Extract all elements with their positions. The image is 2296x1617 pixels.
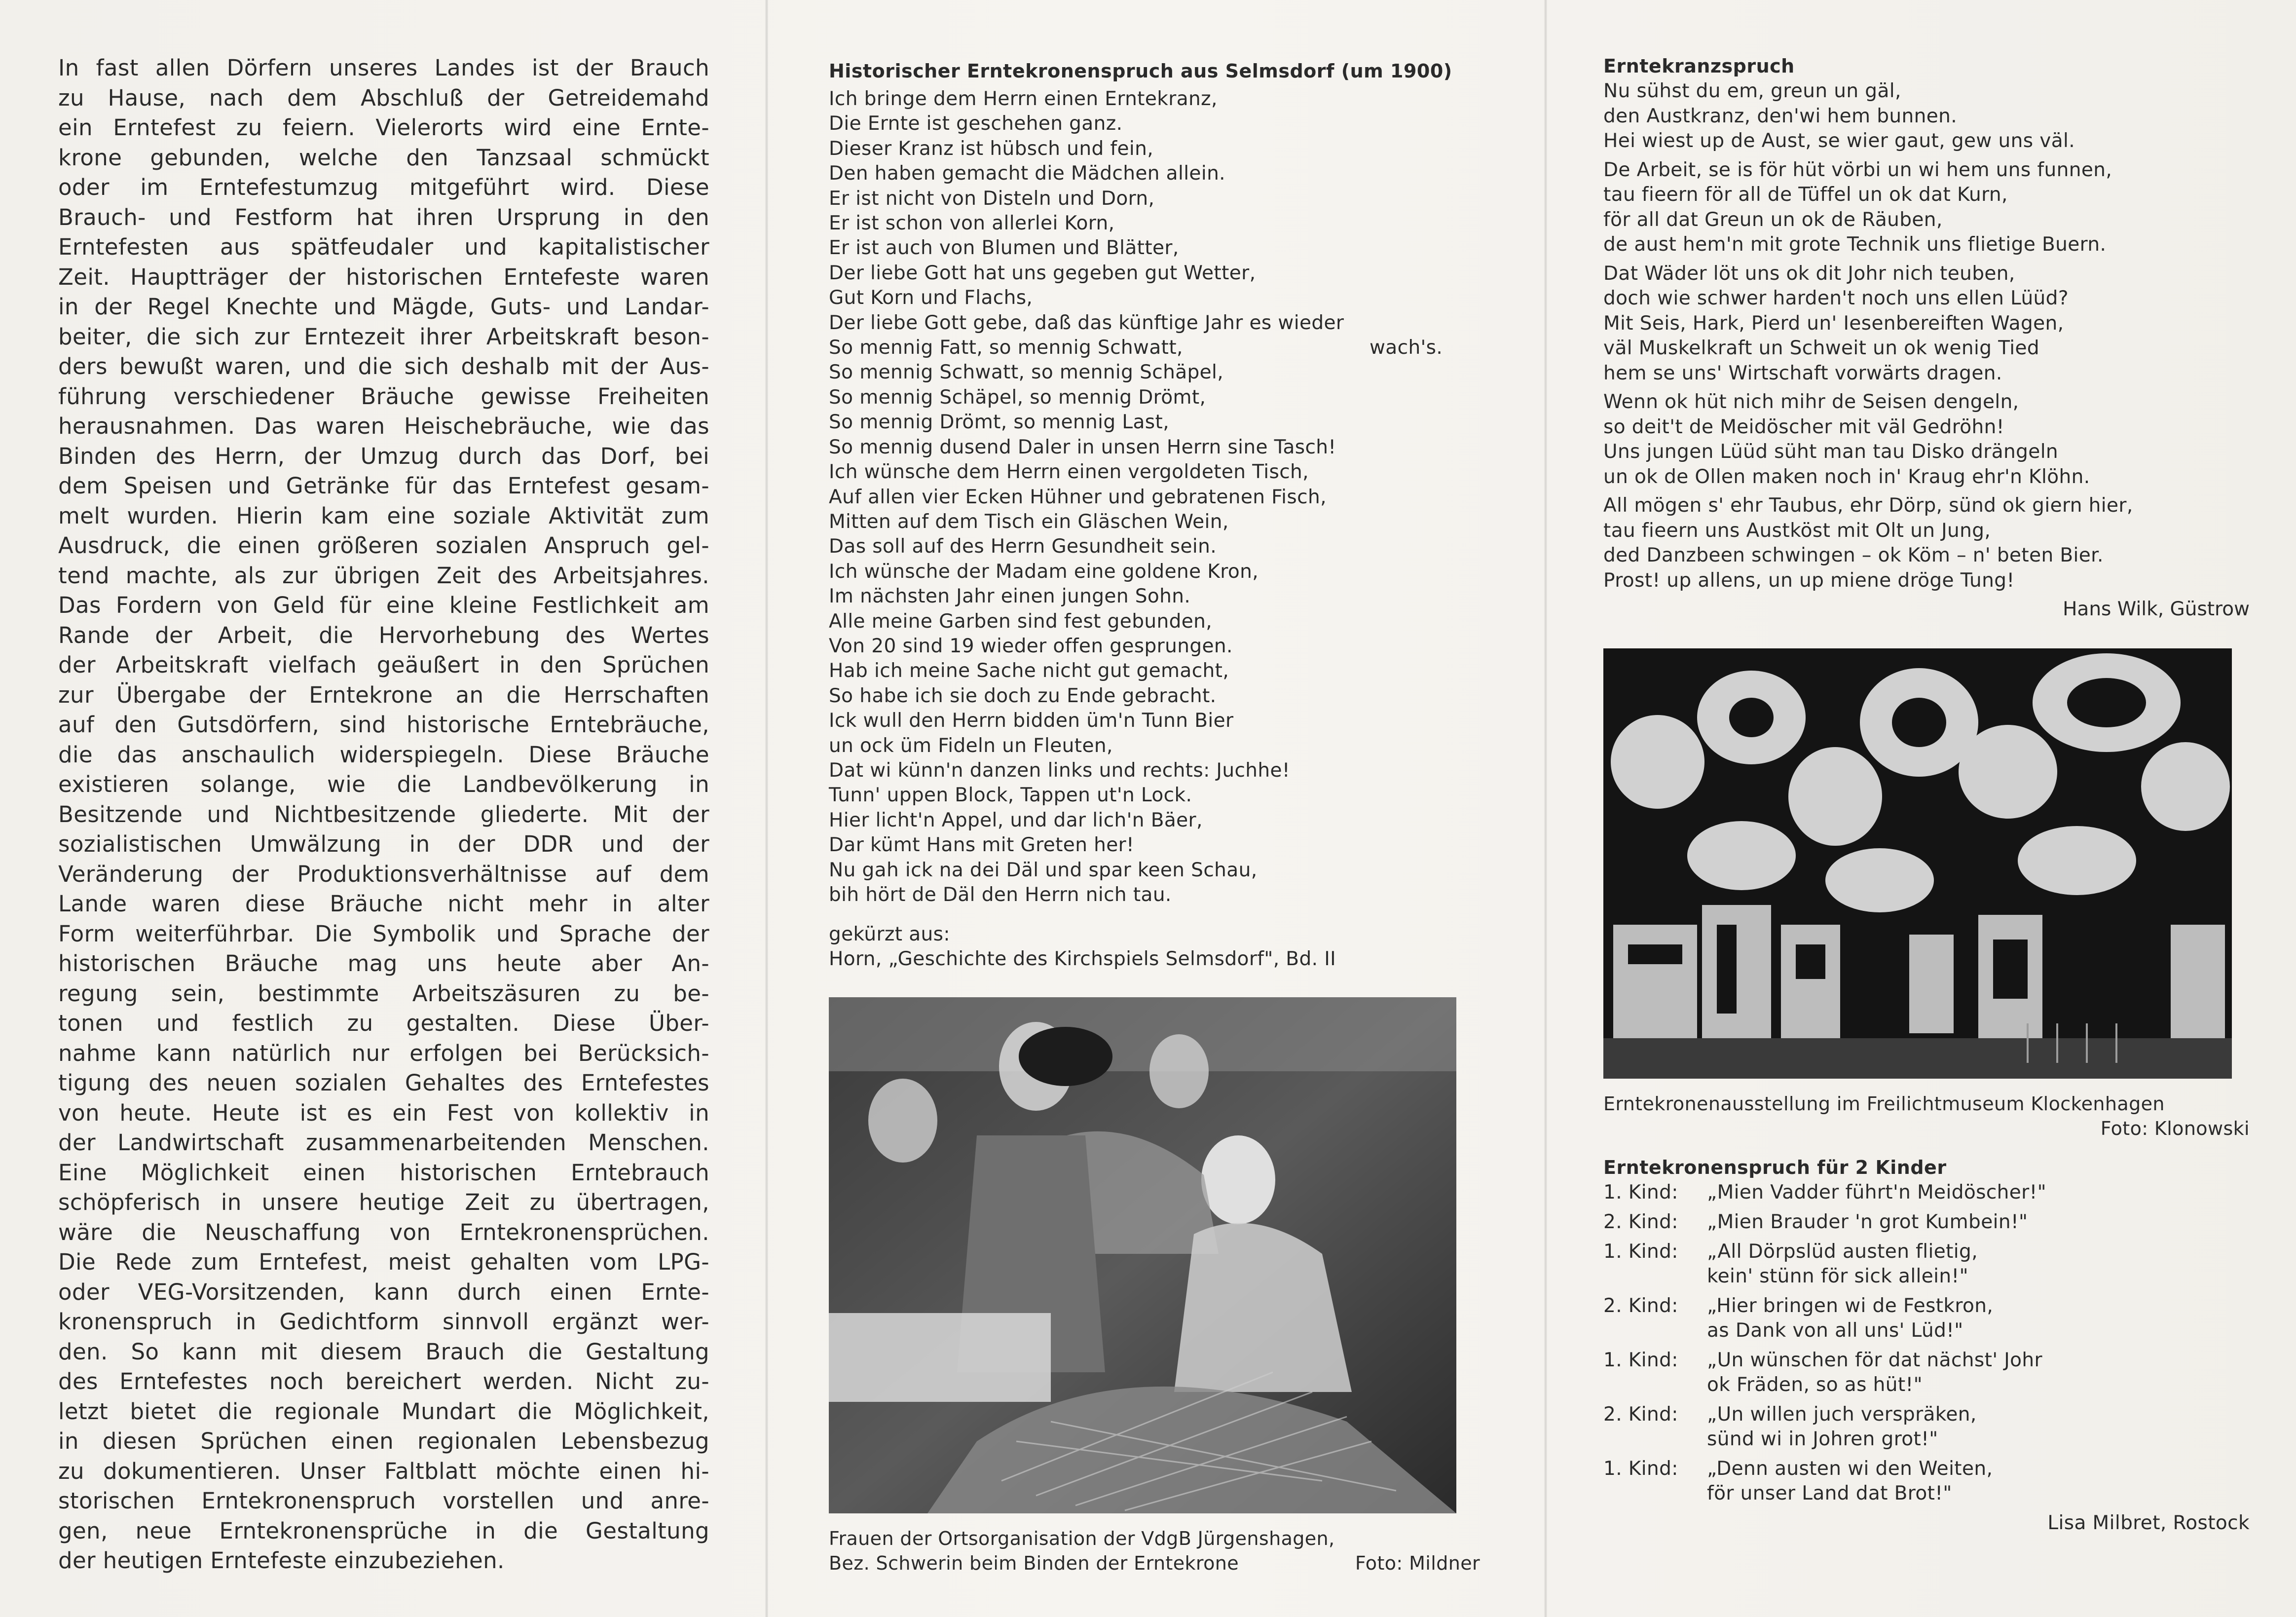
kid-speech [1707,1348,2250,1397]
intro-line: Die Rede zum Erntefest, meist gehalten vom LPG- [58,1249,709,1275]
poem-line [829,709,1480,733]
poem-line [829,534,1480,559]
fold-line-left [765,0,768,1617]
poem-line [829,883,1480,907]
intro-line: zur Übergabe der Erntekrone an die Herrschaften [58,681,709,708]
selmsdorf-poem [829,87,1480,907]
poem-line [829,211,1480,236]
poem-line-text: Von 20 sind 19 wieder offen gesprungen. [829,635,1233,657]
poem-line-text: Alle meine Garben sind fest gebunden, [829,610,1213,633]
stanza-line: so deit't de Meidöscher mit väl Gedröhn! [1603,415,2004,438]
stanza-line: Mit Seis, Hark, Pierd un' Iesenbereiften Wagen, [1603,312,2064,335]
intro-line: melt wurden. Hierin kam eine soziale Aktivität zum [58,502,709,529]
poem-line-text: Dieser Kranz ist hübsch und fein, [829,137,1154,160]
stanza-line: väl Muskelkraft un Schweit un ok wenig Tied [1603,337,2040,359]
intro-line: tonen und festlich zu gestalten. Diese Über- [58,1010,709,1036]
intro-line: in diesen Sprüchen einen regionalen Lebensbezug [58,1428,709,1454]
poem-line-text: Er ist nicht von Disteln und Dorn, [829,187,1155,210]
intro-line: existieren solange, wie die Landbevölkerung in [58,771,709,797]
kid-line [1603,1240,2250,1289]
intro-line: sozialistischen Umwälzung in der DDR und der [58,831,709,857]
intro-line: Lande waren diese Bräuche nicht mehr in alter [58,891,709,917]
stanza-line: den Austkranz, den'wi hem bunnen. [1603,105,1958,127]
intro-line: Brauch- und Festform hat ihren Ursprung in den [58,204,709,230]
intro-line: der Arbeitskraft vielfach geäußert in den Sprüchen [58,652,709,678]
kid-speech [1707,1402,2250,1452]
poem-line-text: So mennig Schäpel, so mennig Drömt, [829,386,1206,409]
poem-line-text: Ich wünsche dem Herrn einen vergoldeten Tisch, [829,461,1309,484]
poem-line-text: Dar kümt Hans mit Greten her! [829,834,1135,857]
intro-line: Zeit. Hauptträger der historischen Erntefeste waren [58,263,709,290]
kid-speech-line: kein' stünn för sick allein!" [1707,1265,1968,1287]
poem-line [829,808,1480,833]
intro-line: oder im Erntefestumzug mitgeführt wird. Diese [58,174,709,200]
women-binding-crown-photo [829,997,1456,1513]
selmsdorf-column [829,58,1480,1576]
poem-line-text: Ick wull den Herrn bidden üm'n Tunn Bier [829,710,1234,732]
intro-line: tigung des neuen sozialen Gehaltes des Erntefestes [58,1070,709,1096]
poem-line [829,385,1480,410]
intro-line: tend machte, als zur übrigen Zeit des Arbeitsjahres. [58,562,709,589]
kid-line [1603,1402,2250,1452]
intro-text-column [58,53,709,1576]
poem-line [829,410,1480,435]
selmsdorf-heading: Historischer Erntekronenspruch aus Selmsdorf (um 1900) [829,60,1452,82]
poem-line-text: Die Ernte ist geschehen ganz. [829,113,1123,135]
poem-line [829,336,1480,360]
author-lisa-milbret: Lisa Milbret, Rostock [2047,1512,2250,1534]
kid-line [1603,1210,2250,1235]
kid-speaker: 1. Kind: [1603,1458,1678,1480]
poem-line-text: Tunn' uppen Block, Tappen ut'n Lock. [829,784,1192,807]
intro-line: Das Fordern von Geld für eine kleine Festlichkeit am [58,592,709,618]
stanza-line: Dat Wäder löt uns ok dit Johr nich teuben, [1603,262,2015,285]
kid-speech [1707,1294,2250,1343]
kid-speech-line: „Mien Brauder 'n grot Kumbein!" [1707,1211,2028,1233]
intro-line: oder VEG-Vorsitzenden, kann durch einen Ernte- [58,1279,709,1305]
crown-photo-credit: Foto: Klonowski [2100,1118,2250,1139]
kid-speech-line: „Mien Vadder führt'n Meidöscher!" [1707,1181,2046,1203]
fold-line-right [1544,0,1547,1617]
intro-line: regung sein, bestimmte Arbeitszäsuren zu be- [58,980,709,1007]
intro-line: Besitzende und Nichtbesitzende gliederte. Mit der [58,801,709,827]
women-caption-line2: Bez. Schwerin beim Binden der Erntekrone [829,1552,1239,1575]
intro-line: Ausdruck, die einen größeren sozialen Anspruch gel- [58,532,709,559]
kid-line [1603,1294,2250,1343]
poem-line [829,112,1480,136]
poem-line-text: So habe ich sie doch zu Ende gebracht. [829,684,1217,707]
poem-line [829,783,1480,808]
poem-line-text: Der liebe Gott gebe, daß das künftige Jahr es wieder [829,311,1344,334]
poem-line-text: Den haben gemacht die Mädchen allein. [829,162,1225,185]
poem-line-text: un ock üm Fideln un Fleuten, [829,734,1113,757]
kids-heading: Erntekronenspruch für 2 Kinder [1603,1157,1947,1178]
kid-speech [1707,1180,2250,1205]
crown-exhibition-photo [1603,648,2232,1079]
intro-line: letzt bietet die regionale Mundart die Möglichkeit, [58,1398,709,1425]
poem-line [829,609,1480,634]
intro-line: Veränderung der Produktionsverhältnisse auf dem [58,861,709,887]
poem-line [829,161,1480,186]
kid-speech-line: „Un wünschen för dat nächst' Johr [1707,1349,2042,1371]
poem-line-text: So mennig Fatt, so mennig Schwatt, [829,337,1183,359]
crown-photo-caption [1603,1091,2250,1141]
stanza-line: doch wie schwer harden't noch uns ellen Lüüd? [1603,287,2069,309]
poem-line [829,286,1480,310]
stanza-line: Prost! up allens, un up miene dröge Tung! [1603,569,2015,592]
intro-line: des Erntefestes noch bereichert werden. Nicht zu- [58,1368,709,1394]
stanza-line: tau fieern för all de Tüffel un ok dat Kurn, [1603,184,2008,206]
stanza-line: Hei wiest up de Aust, se wier gaut, gew uns väl. [1603,130,2075,152]
poem-line-text: Gut Korn und Flachs, [829,287,1033,309]
kid-speaker: 2. Kind: [1603,1211,1678,1233]
poem-line-tail: wach's. [1370,337,1443,359]
kid-speaker: 2. Kind: [1603,1403,1678,1426]
kid-speech-line: „Un willen juch verspräken, [1707,1403,1977,1426]
poem-line-text: Er ist schon von allerlei Korn, [829,212,1115,235]
erntekranz-poem [1603,79,2250,593]
source-title: Horn, „Geschichte des Kirchspiels Selmsdorf", Bd. II [829,948,1336,971]
poem-line [829,485,1480,510]
kid-speaker: 1. Kind: [1603,1241,1678,1263]
poem-line [829,634,1480,659]
kid-line [1603,1348,2250,1397]
kids-section [1603,1155,2250,1536]
poem-line-text: So mennig dusend Daler in unsen Herrn sine Tasch! [829,436,1336,458]
stanza [1603,79,2250,154]
intro-line: Erntefesten aus spätfeudaler und kapitalistischer [58,234,709,260]
intro-line: dem Speisen und Getränke für das Erntefest gesam- [58,473,709,499]
intro-line: krone gebunden, welche den Tanzsaal schmückt [58,144,709,171]
poem-line-text: Auf allen vier Ecken Hühner und gebratenen Fisch, [829,486,1327,508]
poem-line [829,758,1480,783]
intro-line: Eine Möglichkeit einen historischen Erntebrauch [58,1159,709,1186]
poem-line-text: Der liebe Gott hat uns gegeben gut Wetter, [829,262,1256,284]
poem-line [829,261,1480,286]
kid-speech-line: för unser Land dat Brot!" [1707,1482,1952,1504]
kid-speaker: 1. Kind: [1603,1181,1678,1203]
erntekranz-heading: Erntekranzspruch [1603,55,1795,77]
stanza-line: för all dat Greun un ok de Räuben, [1603,208,1943,231]
intro-line: den. So kann mit diesem Brauch die Gestaltung [58,1338,709,1365]
poem-line-text: Hier licht'n Appel, und dar lich'n Bäer, [829,809,1203,831]
intro-line: herausnahmen. Das waren Heischebräuche, wie das [58,413,709,439]
stanza [1603,493,2250,593]
women-photo-image [829,997,1456,1513]
kid-speech-line: as Dank von all uns' Lüd!" [1707,1319,1963,1342]
kid-speech-line: „Hier bringen wi de Festkron, [1707,1295,1994,1317]
kid-speech-line: ok Fräden, so as hüt!" [1707,1374,1923,1396]
women-photo-caption [829,1526,1480,1576]
source-note [829,922,1480,972]
poem-line-text: Hab ich meine Sache nicht gut gemacht, [829,660,1229,682]
poem-line-text: Ich wünsche der Madam eine goldene Kron, [829,560,1259,583]
stanza-line: tau fieern uns Austköst mit Olt un Jung, [1603,519,1991,542]
stanza-line: un ok de Ollen maken noch in' Kraug ehr'n Klöhn. [1603,465,2090,488]
stanza [1603,158,2250,258]
stanza-line: de aust hem'n mit grote Technik uns flietige Buern. [1603,233,2107,256]
intro-line: storischen Erntekronenspruch vorstellen und anre- [58,1488,709,1514]
intro-line: kronenspruch in Gedichtform sinnvoll ergänzt wer- [58,1309,709,1335]
intro-line: die das anschaulich widerspiegeln. Diese Bräuche [58,741,709,768]
intro-line: führung verschiedener Bräuche gewisse Freiheiten [58,383,709,410]
poem-line [829,510,1480,534]
kid-speaker: 2. Kind: [1603,1295,1678,1317]
intro-line: auf den Gutsdörfern, sind historische Erntebräuche, [58,712,709,738]
source-intro: gekürzt aus: [829,923,950,946]
stanza-line: ded Danzbeen schwingen – ok Köm – n' beten Bier. [1603,544,2104,566]
intro-line: nahme kann natürlich nur erfolgen bei Berücksich- [58,1040,709,1066]
poem-line-text: Mitten auf dem Tisch ein Gläschen Wein, [829,510,1229,533]
poem-line-text: Er ist auch von Blumen und Blätter, [829,237,1179,260]
kid-speech [1707,1210,2250,1235]
poem-line [829,858,1480,883]
intro-line: in der Regel Knechte und Mägde, Guts- und Landar- [58,294,709,320]
intro-line: der heutigen Erntefeste einzubeziehen. [58,1547,505,1574]
poem-line [829,435,1480,460]
kid-speech-line: „All Dörpslüd austen flietig, [1707,1241,1978,1263]
poem-line [829,560,1480,584]
poem-line-text: Ich bringe dem Herrn einen Erntekranz, [829,88,1218,110]
intro-line: Binden des Herrn, der Umzug durch das Dorf, bei [58,443,709,469]
women-caption-line1: Frauen der Ortsorganisation der VdgB Jürgenshagen, [829,1528,1335,1550]
crown-exhibition-image [1603,648,2232,1079]
poem-line-text: So mennig Drömt, so mennig Last, [829,411,1169,434]
intro-line: gen, neue Erntekronensprüche in die Gestaltung [58,1517,709,1544]
poem-line [829,460,1480,485]
intro-line: der Landwirtschaft zusammenarbeitenden Menschen. [58,1129,709,1156]
kid-speech-line: „Denn austen wi den Weiten, [1707,1458,1993,1480]
stanza [1603,262,2250,386]
stanza-line: All mögen s' ehr Taubus, ehr Dörp, sünd ok giern hier, [1603,494,2133,517]
stanza-line: Nu sühst du em, greun un gäl, [1603,80,1901,102]
intro-line: ein Erntefest zu feiern. Vielerorts wird eine Ernte- [58,114,709,141]
kid-line [1603,1180,2250,1205]
kid-speech [1707,1240,2250,1289]
intro-line: wäre die Neuschaffung von Erntekronensprüchen. [58,1219,709,1245]
stanza [1603,390,2250,489]
poem-line [829,137,1480,161]
kid-speech [1707,1457,2250,1506]
poem-line [829,734,1480,758]
intro-line: beiter, die sich zur Erntezeit ihrer Arbeitskraft beson- [58,323,709,350]
poem-line [829,87,1480,112]
poem-line [829,684,1480,709]
poem-line-text: Dat wi künn'n danzen links und rechts: Juchhe! [829,759,1290,782]
poem-line [829,360,1480,385]
intro-line: zu dokumentieren. Unser Faltblatt möchte einen hi- [58,1458,709,1484]
poem-line [829,833,1480,858]
stanza-line: Wenn ok hüt nich mihr de Seisen dengeln, [1603,391,2019,413]
poem-line [829,311,1480,336]
poem-line [829,187,1480,211]
intro-line: historischen Bräuche mag uns heute aber An- [58,950,709,977]
poem-line-text: bih hört de Däl den Herrn nich tau. [829,884,1172,906]
poem-line-text: Das soll auf des Herrn Gesundheit sein. [829,535,1217,558]
intro-line: In fast allen Dörfern unseres Landes ist der Brauch [58,55,709,81]
kid-speech-line: sünd wi in Johren grot!" [1707,1428,1938,1450]
intro-line: zu Hause, nach dem Abschluß der Getreidemahd [58,84,709,111]
stanza-line: De Arbeit, se is för hüt vörbi un wi hem uns funnen, [1603,158,2112,181]
crown-caption-line1: Erntekronenausstellung im Freilichtmuseum Klockenhagen [1603,1093,2165,1115]
erntekranz-column [1603,53,2250,1536]
author-hans-wilk: Hans Wilk, Güstrow [2063,598,2250,620]
intro-line: Rande der Arbeit, die Hervorhebung des Wertes [58,622,709,648]
poem-line [829,659,1480,683]
intro-line: Form weiterführbar. Die Symbolik und Sprache der [58,920,709,947]
poem-line-text: Nu gah ick na dei Däl und spar keen Schau, [829,859,1258,881]
women-photo-credit: Foto: Mildner [1355,1552,1480,1575]
stanza-line: Uns jungen Lüüd süht man tau Disko drängeln [1603,441,2059,463]
poem-line [829,236,1480,261]
stanza-line: hem se uns' Wirtschaft vorwärts dragen. [1603,362,2002,384]
kid-line [1603,1457,2250,1506]
kid-speaker: 1. Kind: [1603,1349,1678,1371]
intro-line: schöpferisch in unsere heutige Zeit zu übertragen, [58,1189,709,1215]
intro-line: ders bewußt waren, und die sich deshalb mit der Aus- [58,353,709,379]
intro-line: von heute. Heute ist es ein Fest von kollektiv in [58,1099,709,1126]
poem-line [829,584,1480,609]
kids-dialogue [1603,1180,2250,1506]
poem-line-text: So mennig Schwatt, so mennig Schäpel, [829,361,1224,384]
poem-line-text: Im nächsten Jahr einen jungen Sohn. [829,585,1191,608]
